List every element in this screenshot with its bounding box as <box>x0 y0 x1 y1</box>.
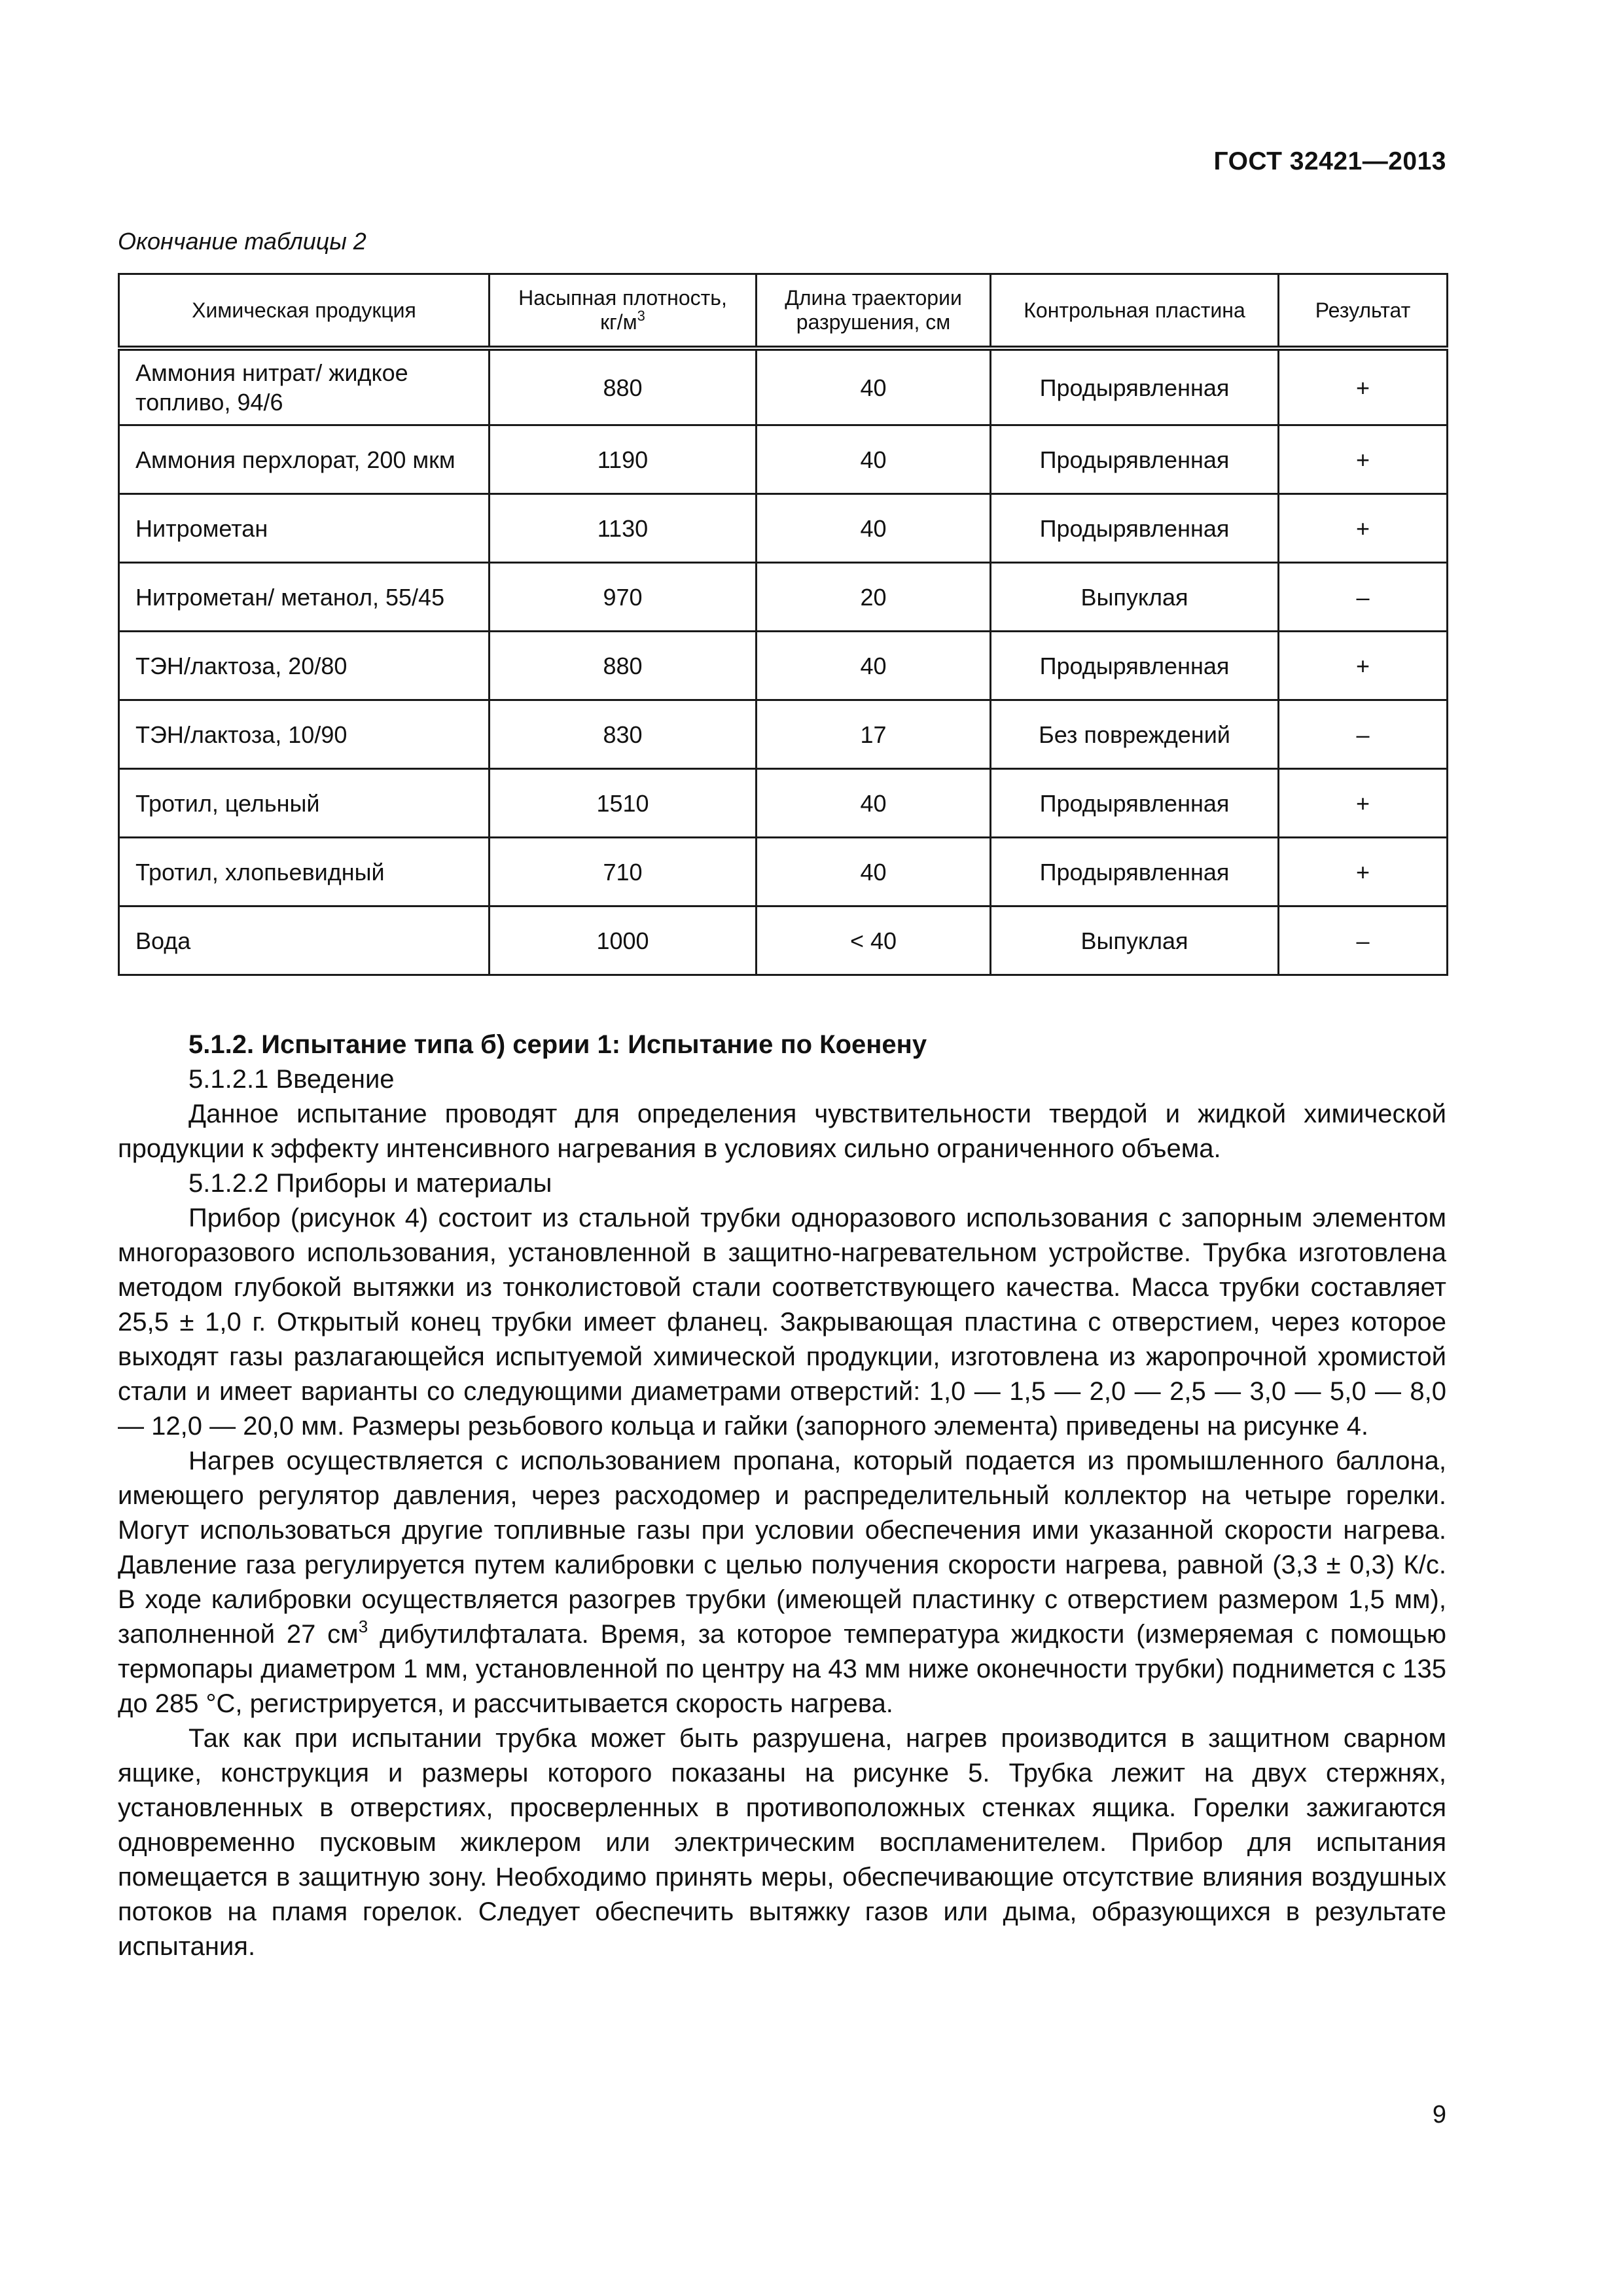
density-label: Насыпная плотность, <box>518 286 727 310</box>
density-unit-exponent: 3 <box>637 308 645 324</box>
cell-product: Нитрометан/ метанол, 55/45 <box>119 563 490 632</box>
cell-length: 40 <box>757 494 991 563</box>
density-unit: кг/м <box>600 310 637 334</box>
heating-text-part1: Нагрев осуществляется с использованием пропана, который подается из промышленного баллона, имеющего регулятор давления, через расходомер и распределительный коллектор на четыре горелки. Могут использоваться другие топливные газы при условии обеспечения ими указанной скорости нагрева. Давление газа регулируется путем калибровки с целью получения скорости нагрева, равной (3,3 ± 0,3) К/с. В ходе калибровки осуществляется разогрев трубки (имеющей пластинку с отверстием размером 1,5 мм), заполненной 27 см <box>118 1446 1446 1649</box>
cell-product: Нитрометан <box>119 494 490 563</box>
cell-product: ТЭН/лактоза, 10/90 <box>119 700 490 769</box>
table-row <box>119 348 1448 425</box>
test-results-table <box>118 273 1448 976</box>
table-row <box>119 838 1448 906</box>
cell-result: + <box>1279 348 1448 425</box>
cell-length: 40 <box>757 632 991 700</box>
subsection-intro-title: 5.1.2.1 Введение <box>188 1065 395 1094</box>
cell-plate: Продырявленная <box>991 769 1279 838</box>
heating-paragraph <box>118 1444 1446 1721</box>
cell-result: + <box>1279 632 1448 700</box>
table-caption: Окончание таблицы 2 <box>118 228 366 255</box>
cell-product: Аммония нитрат/ жидкое топливо, 94/6 <box>119 348 490 425</box>
cell-result: + <box>1279 425 1448 494</box>
cell-product: Вода <box>119 906 490 975</box>
cell-plate: Продырявленная <box>991 425 1279 494</box>
column-header-density <box>490 274 757 349</box>
cell-result: + <box>1279 494 1448 563</box>
cell-density: 1000 <box>490 906 757 975</box>
table-row <box>119 906 1448 975</box>
cell-plate: Продырявленная <box>991 838 1279 906</box>
cell-plate: Выпуклая <box>991 906 1279 975</box>
cell-density: 1190 <box>490 425 757 494</box>
cell-length: 17 <box>757 700 991 769</box>
column-header-length: Длина траектории разрушения, см <box>757 274 991 349</box>
cell-result: + <box>1279 838 1448 906</box>
section-body <box>118 1028 1446 1964</box>
table-row <box>119 700 1448 769</box>
cell-product: Тротил, цельный <box>119 769 490 838</box>
cell-density: 970 <box>490 563 757 632</box>
cell-plate: Продырявленная <box>991 348 1279 425</box>
table-row <box>119 769 1448 838</box>
cell-result: – <box>1279 906 1448 975</box>
intro-paragraph: Данное испытание проводят для определения чувствительности твердой и жидкой химической продукции к эффекту интенсивного нагревания в условиях сильно ограниченного объема. <box>118 1100 1446 1163</box>
table-row <box>119 563 1448 632</box>
cell-plate: Без повреждений <box>991 700 1279 769</box>
table-row <box>119 425 1448 494</box>
table-row <box>119 494 1448 563</box>
section-heading: 5.1.2. Испытание типа б) серии 1: Испытание по Коенену <box>188 1030 927 1059</box>
column-header-product: Химическая продукция <box>119 274 490 349</box>
apparatus-paragraph: Прибор (рисунок 4) состоит из стальной трубки одноразового использования с запорным элементом многоразового использования, установленной в защитно-нагревательном устройстве. Трубка изготовлена методом глубокой вытяжки из тонколистовой стали соответствующего качества. Масса трубки составляет 25,5 ± 1,0 г. Открытый конец трубки имеет фланец. Закрывающая пластина с отверстием, через которое выходят газы разлагающейся испытуемой химической продукции, изготовлена из жаропрочной хромистой стали и имеет варианты со следующими диаметрами отверстий: 1,0 — 1,5 — 2,0 — 2,5 — 3,0 — 5,0 — 8,0 — 12,0 — 20,0 мм. Размеры резьбового кольца и гайки (запорного элемента) приведены на рисунке 4. <box>118 1204 1446 1441</box>
cell-result: + <box>1279 769 1448 838</box>
column-header-result: Результат <box>1279 274 1448 349</box>
cell-length: 40 <box>757 348 991 425</box>
cell-product: Аммония перхлорат, 200 мкм <box>119 425 490 494</box>
cell-plate: Выпуклая <box>991 563 1279 632</box>
cell-product: ТЭН/лактоза, 20/80 <box>119 632 490 700</box>
cell-length: 20 <box>757 563 991 632</box>
cell-density: 1130 <box>490 494 757 563</box>
page-number: 9 <box>1432 2101 1446 2128</box>
column-header-plate: Контрольная пластина <box>991 274 1279 349</box>
cell-length: 40 <box>757 425 991 494</box>
table-row <box>119 632 1448 700</box>
cell-length: 40 <box>757 838 991 906</box>
subsection-apparatus-title: 5.1.2.2 Приборы и материалы <box>188 1169 552 1198</box>
cell-product: Тротил, хлопьевидный <box>119 838 490 906</box>
table-header-row <box>119 274 1448 349</box>
cell-density: 830 <box>490 700 757 769</box>
volume-unit-exponent: 3 <box>358 1617 368 1636</box>
cell-density: 1510 <box>490 769 757 838</box>
cell-density: 710 <box>490 838 757 906</box>
cell-result: – <box>1279 563 1448 632</box>
cell-plate: Продырявленная <box>991 494 1279 563</box>
cell-length: < 40 <box>757 906 991 975</box>
cell-plate: Продырявленная <box>991 632 1279 700</box>
heating-text-part2: дибутилфталата. Время, за которое температура жидкости (измеряемая с помощью термопары диаметром 1 мм, установленной по центру на 43 мм ниже оконечности трубки) поднимется с 135 до 285 °С, регистрируется, и рассчитывается скорость нагрева. <box>118 1620 1446 1718</box>
cell-density: 880 <box>490 348 757 425</box>
protection-paragraph: Так как при испытании трубка может быть разрушена, нагрев производится в защитном сварном ящике, конструкция и размеры которого показаны на рисунке 5. Трубка лежит на двух стержнях, установленных в отверстиях, просверленных в противоположных стенках ящика. Горелки зажигаются одновременно пусковым жиклером или электрическим воспламенителем. Прибор для испытания помещается в защитную зону. Необходимо принять меры, обеспечивающие отсутствие влияния воздушных потоков на пламя горелок. Следует обеспечить вытяжку газов или дыма, образующихся в результате испытания. <box>118 1724 1446 1961</box>
cell-length: 40 <box>757 769 991 838</box>
document-standard-number: ГОСТ 32421—2013 <box>1213 147 1446 175</box>
cell-density: 880 <box>490 632 757 700</box>
cell-result: – <box>1279 700 1448 769</box>
